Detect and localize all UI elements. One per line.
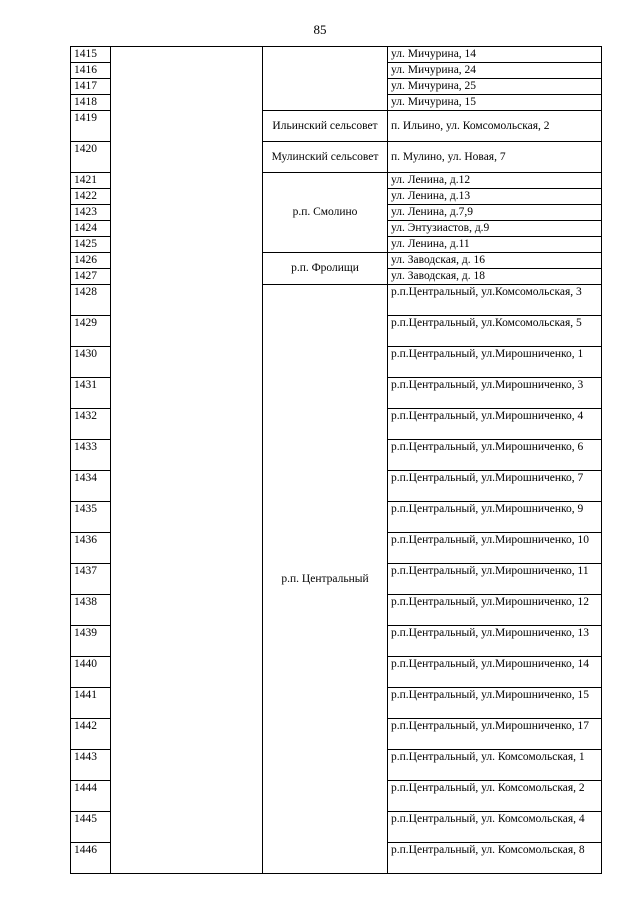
row-number: 1445 bbox=[71, 812, 111, 843]
row-number: 1420 bbox=[71, 142, 111, 173]
row-number: 1441 bbox=[71, 688, 111, 719]
address-cell: ул. Энтузиастов, д.9 bbox=[388, 221, 602, 237]
row-number: 1423 bbox=[71, 205, 111, 221]
row-number: 1446 bbox=[71, 843, 111, 874]
address-cell: р.п.Центральный, ул.Мирошниченко, 3 bbox=[388, 378, 602, 409]
row-number: 1440 bbox=[71, 657, 111, 688]
table-row bbox=[71, 47, 602, 63]
row-number: 1428 bbox=[71, 285, 111, 316]
row-number: 1416 bbox=[71, 63, 111, 79]
row-number: 1442 bbox=[71, 719, 111, 750]
settlement-cell: р.п. Фролищи bbox=[263, 253, 388, 285]
row-number: 1435 bbox=[71, 502, 111, 533]
row-number: 1425 bbox=[71, 237, 111, 253]
settlement-cell bbox=[263, 47, 388, 111]
address-cell: ул. Заводская, д. 18 bbox=[388, 269, 602, 285]
address-cell: р.п.Центральный, ул. Комсомольская, 4 bbox=[388, 812, 602, 843]
address-cell: р.п.Центральный, ул.Мирошниченко, 12 bbox=[388, 595, 602, 626]
address-cell: ул. Заводская, д. 16 bbox=[388, 253, 602, 269]
address-cell: р.п.Центральный, ул.Комсомольская, 3 bbox=[388, 285, 602, 316]
address-cell: ул. Ленина, д.7,9 bbox=[388, 205, 602, 221]
page-number: 85 bbox=[313, 22, 327, 37]
row-number: 1426 bbox=[71, 253, 111, 269]
row-number: 1421 bbox=[71, 173, 111, 189]
district-cell bbox=[111, 47, 263, 874]
address-cell: р.п.Центральный, ул.Комсомольская, 5 bbox=[388, 316, 602, 347]
row-number: 1432 bbox=[71, 409, 111, 440]
row-number: 1419 bbox=[71, 111, 111, 142]
row-number: 1429 bbox=[71, 316, 111, 347]
row-number: 1431 bbox=[71, 378, 111, 409]
address-cell: р.п.Центральный, ул.Мирошниченко, 14 bbox=[388, 657, 602, 688]
address-cell: р.п.Центральный, ул. Комсомольская, 8 bbox=[388, 843, 602, 874]
row-number: 1434 bbox=[71, 471, 111, 502]
row-number: 1415 bbox=[71, 47, 111, 63]
address-cell: р.п.Центральный, ул.Мирошниченко, 6 bbox=[388, 440, 602, 471]
address-cell: ул. Мичурина, 24 bbox=[388, 63, 602, 79]
row-number: 1444 bbox=[71, 781, 111, 812]
row-number: 1443 bbox=[71, 750, 111, 781]
address-cell: р.п.Центральный, ул.Мирошниченко, 13 bbox=[388, 626, 602, 657]
address-cell: п. Мулино, ул. Новая, 7 bbox=[388, 142, 602, 173]
address-cell: р.п.Центральный, ул.Мирошниченко, 10 bbox=[388, 533, 602, 564]
row-number: 1433 bbox=[71, 440, 111, 471]
row-number: 1427 bbox=[71, 269, 111, 285]
row-number: 1424 bbox=[71, 221, 111, 237]
address-cell: р.п.Центральный, ул.Мирошниченко, 4 bbox=[388, 409, 602, 440]
address-cell: р.п.Центральный, ул.Мирошниченко, 17 bbox=[388, 719, 602, 750]
settlement-cell: Ильинский сельсовет bbox=[263, 111, 388, 142]
settlement-cell: Мулинский сельсовет bbox=[263, 142, 388, 173]
row-number: 1418 bbox=[71, 95, 111, 111]
settlement-cell: р.п. Центральный bbox=[263, 285, 388, 874]
row-number: 1430 bbox=[71, 347, 111, 378]
address-cell: ул. Ленина, д.12 bbox=[388, 173, 602, 189]
address-cell: ул. Мичурина, 25 bbox=[388, 79, 602, 95]
registry-table bbox=[70, 46, 602, 874]
address-cell: р.п.Центральный, ул.Мирошниченко, 15 bbox=[388, 688, 602, 719]
address-cell: р.п.Центральный, ул.Мирошниченко, 1 bbox=[388, 347, 602, 378]
address-cell: р.п.Центральный, ул.Мирошниченко, 7 bbox=[388, 471, 602, 502]
address-cell: ул. Мичурина, 14 bbox=[388, 47, 602, 63]
row-number: 1437 bbox=[71, 564, 111, 595]
address-cell: р.п.Центральный, ул.Мирошниченко, 11 bbox=[388, 564, 602, 595]
address-cell: ул. Ленина, д.11 bbox=[388, 237, 602, 253]
row-number: 1417 bbox=[71, 79, 111, 95]
row-number: 1438 bbox=[71, 595, 111, 626]
address-cell: п. Ильино, ул. Комсомольская, 2 bbox=[388, 111, 602, 142]
row-number: 1439 bbox=[71, 626, 111, 657]
address-cell: р.п.Центральный, ул. Комсомольская, 1 bbox=[388, 750, 602, 781]
settlement-cell: р.п. Смолино bbox=[263, 173, 388, 253]
row-number: 1422 bbox=[71, 189, 111, 205]
row-number: 1436 bbox=[71, 533, 111, 564]
address-cell: р.п.Центральный, ул.Мирошниченко, 9 bbox=[388, 502, 602, 533]
address-cell: ул. Ленина, д.13 bbox=[388, 189, 602, 205]
address-cell: ул. Мичурина, 15 bbox=[388, 95, 602, 111]
address-cell: р.п.Центральный, ул. Комсомольская, 2 bbox=[388, 781, 602, 812]
